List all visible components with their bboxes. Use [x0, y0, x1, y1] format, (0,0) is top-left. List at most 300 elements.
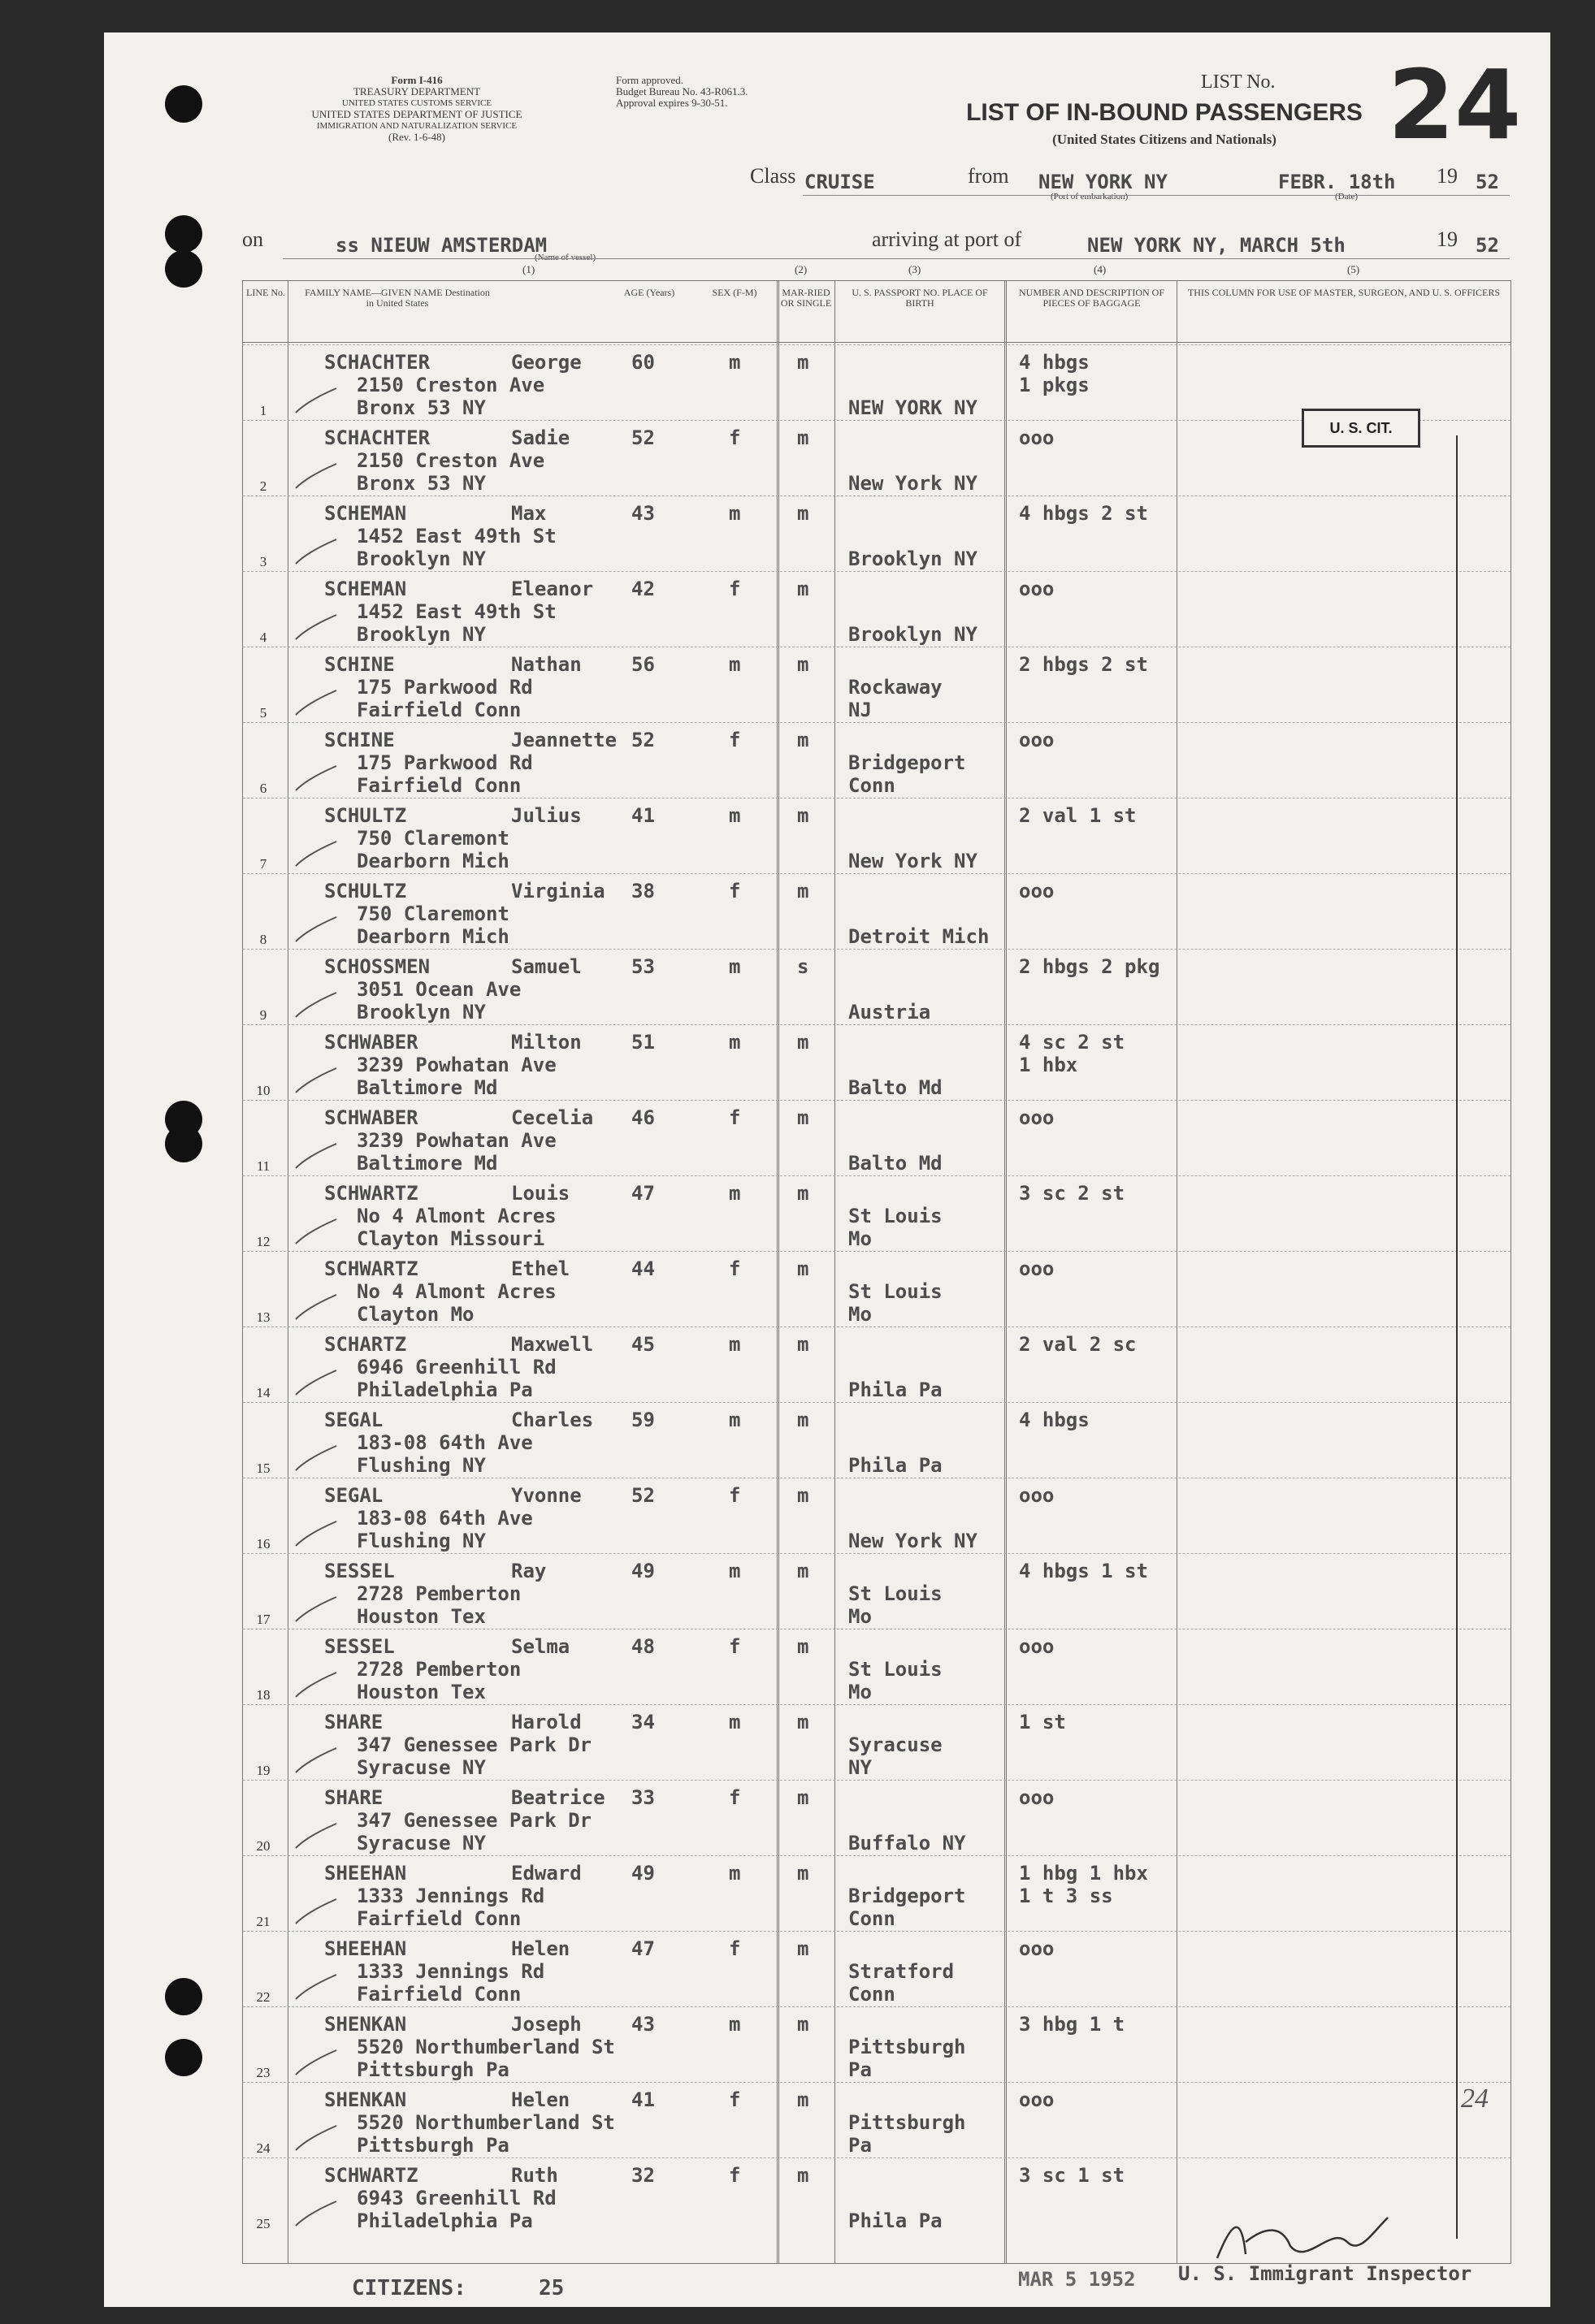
address-street: 347 Genessee Park Dr	[357, 1733, 592, 1756]
sex-value: f	[729, 578, 741, 600]
birthplace-line2: NY	[848, 1756, 872, 1779]
birthplace-line2: Mo	[848, 1227, 872, 1250]
given-name: Cecelia	[511, 1106, 594, 1129]
address-city: Baltimore Md	[357, 1076, 498, 1099]
address-street: 5520 Northumberland St	[357, 2036, 615, 2058]
line-number: 4	[259, 630, 267, 645]
table-row	[243, 1326, 1510, 1403]
baggage-line1: 2 val 1 st	[1019, 804, 1137, 827]
col-num-5: (5)	[1347, 263, 1360, 275]
table-row	[243, 2082, 1510, 2158]
baggage-line1: ooo	[1019, 426, 1055, 449]
birthplace-line2: Balto Md	[848, 1152, 943, 1175]
given-name: Virginia	[511, 880, 605, 902]
sex-value: f	[729, 1257, 741, 1280]
surname: SCHWABER	[324, 1031, 418, 1054]
age-value: 49	[631, 1862, 655, 1885]
birthplace-line2: Conn	[848, 1907, 895, 1930]
line-number: 20	[256, 1838, 271, 1854]
birthplace-line1: St Louis	[848, 1280, 943, 1303]
sex-value: m	[729, 1560, 741, 1582]
age-value: 56	[631, 653, 655, 676]
birthplace-line1: Rockaway	[848, 676, 943, 699]
address-street: 750 Claremont	[357, 902, 509, 925]
birthplace-line2: Mo	[848, 1303, 872, 1326]
baggage-line1: 4 hbgs	[1019, 351, 1090, 374]
departure-year: 52	[1476, 171, 1499, 193]
surname: SCHEMAN	[324, 578, 407, 600]
given-name: Ruth	[511, 2164, 558, 2187]
birthplace-line1: Bridgeport	[848, 1885, 966, 1907]
birthplace-line2: New York NY	[848, 850, 977, 872]
given-name: Louis	[511, 1182, 570, 1205]
address-street: 2150 Creston Ave	[357, 449, 545, 472]
address-city: Fairfield Conn	[357, 1983, 522, 2006]
age-value: 52	[631, 729, 655, 751]
given-name: Sadie	[511, 426, 570, 449]
marital-status: m	[797, 1333, 809, 1356]
address-street: 750 Claremont	[357, 827, 509, 850]
line-number: 1	[259, 403, 267, 418]
approval-line: Form approved.	[616, 74, 684, 86]
baggage-line1: 1 st	[1019, 1711, 1066, 1733]
sex-value: f	[729, 1786, 741, 1809]
marital-status: m	[797, 1257, 809, 1280]
baggage-line1: 1 hbg 1 hbx	[1019, 1862, 1148, 1885]
surname: SCHWABER	[324, 1106, 418, 1129]
birthplace-line1: St Louis	[848, 1582, 943, 1605]
birthplace-line1: St Louis	[848, 1205, 943, 1227]
table-row	[243, 1704, 1510, 1781]
age-value: 41	[631, 804, 655, 827]
check-mark-icon	[292, 837, 340, 870]
baggage-line1: 3 sc 2 st	[1019, 1182, 1125, 1205]
surname: SCHWARTZ	[324, 2164, 418, 2187]
surname: SHENKAN	[324, 2088, 407, 2111]
line-number: 5	[259, 705, 267, 721]
baggage-line1: ooo	[1019, 729, 1055, 751]
table-row	[243, 647, 1510, 723]
sex-value: m	[729, 1862, 741, 1885]
line-number: 11	[256, 1158, 271, 1174]
marital-status: m	[797, 1711, 809, 1733]
address-city: Brooklyn NY	[357, 547, 486, 570]
baggage-line1: ooo	[1019, 880, 1055, 902]
marital-status: m	[797, 351, 809, 374]
marital-status: m	[797, 653, 809, 676]
address-city: Dearborn Mich	[357, 925, 509, 948]
given-name: Nathan	[511, 653, 582, 676]
baggage-line1: 4 sc 2 st	[1019, 1031, 1125, 1054]
baggage-line2: 1 t 3 ss	[1019, 1885, 1113, 1907]
header-sex: SEX (F-M)	[712, 287, 757, 298]
given-name: Maxwell	[511, 1333, 594, 1356]
marital-status: m	[797, 1937, 809, 1960]
age-value: 41	[631, 2088, 655, 2111]
surname: SHEEHAN	[324, 1937, 407, 1960]
sex-value: f	[729, 880, 741, 902]
form-number: Form I-416	[391, 74, 443, 86]
dept-immigration: IMMIGRATION AND NATURALIZATION SERVICE	[316, 121, 518, 131]
marital-status: m	[797, 1635, 809, 1658]
birthplace-line2: NJ	[848, 699, 872, 721]
given-name: Edward	[511, 1862, 582, 1885]
surname: SCHULTZ	[324, 804, 407, 827]
sex-value: m	[729, 2013, 741, 2036]
marital-status: m	[797, 1182, 809, 1205]
marital-status: m	[797, 1862, 809, 1885]
address-city: Fairfield Conn	[357, 1907, 522, 1930]
birthplace-line2: Conn	[848, 1983, 895, 2006]
address-city: Houston Tex	[357, 1681, 486, 1703]
sex-value: f	[729, 1937, 741, 1960]
table-row	[243, 798, 1510, 874]
address-street: 1333 Jennings Rd	[357, 1960, 545, 1983]
from-port-caption: (Port of embarkation)	[1051, 192, 1129, 201]
baggage-line1: ooo	[1019, 1635, 1055, 1658]
check-mark-icon	[292, 1215, 340, 1248]
marital-status: m	[797, 578, 809, 600]
given-name: Jeannette	[511, 729, 618, 751]
age-value: 51	[631, 1031, 655, 1054]
header-married: MAR-RIED OR SINGLE	[780, 287, 832, 309]
surname: SHARE	[324, 1786, 384, 1809]
baggage-line1: 4 hbgs 1 st	[1019, 1560, 1148, 1582]
list-no-label: LIST No.	[1201, 71, 1276, 93]
sex-value: m	[729, 1031, 741, 1054]
birthplace-line2: Phila Pa	[848, 1378, 943, 1401]
table-row	[243, 949, 1510, 1025]
from-port: NEW YORK NY	[1038, 171, 1168, 193]
birthplace-line2: Brooklyn NY	[848, 623, 977, 646]
surname: SCHINE	[324, 653, 395, 676]
address-city: Fairfield Conn	[357, 699, 522, 721]
surname: SCHWARTZ	[324, 1182, 418, 1205]
address-city: Brooklyn NY	[357, 623, 486, 646]
age-value: 45	[631, 1333, 655, 1356]
punch-hole	[165, 1978, 202, 2015]
given-name: Beatrice	[511, 1786, 605, 1809]
table-row	[243, 1251, 1510, 1327]
table-row	[243, 1402, 1510, 1478]
check-mark-icon	[292, 1593, 340, 1625]
age-value: 52	[631, 1484, 655, 1507]
sex-value: m	[729, 1333, 741, 1356]
marital-status: m	[797, 502, 809, 525]
given-name: Helen	[511, 2088, 570, 2111]
address-street: 347 Genessee Park Dr	[357, 1809, 592, 1832]
header-baggage: NUMBER AND DESCRIPTION OF PIECES OF BAGGAGE	[1018, 287, 1165, 309]
address-street: 6946 Greenhill Rd	[357, 1356, 557, 1378]
address-city: Flushing NY	[357, 1454, 486, 1477]
line-number: 3	[259, 554, 267, 569]
col-num-4: (4)	[1094, 263, 1107, 275]
check-mark-icon	[292, 913, 340, 946]
address-street: 2150 Creston Ave	[357, 374, 545, 396]
passenger-table	[242, 280, 1511, 2264]
table-row	[243, 1780, 1510, 1856]
address-street: 1452 East 49th St	[357, 525, 557, 547]
address-city: Bronx 53 NY	[357, 396, 486, 419]
check-mark-icon	[292, 2046, 340, 2079]
address-city: Brooklyn NY	[357, 1001, 486, 1024]
address-street: 175 Parkwood Rd	[357, 676, 533, 699]
arrival-year: 52	[1476, 234, 1499, 257]
col-num-2: (2)	[795, 263, 808, 275]
given-name: Selma	[511, 1635, 570, 1658]
birthplace-line2: Conn	[848, 774, 895, 797]
address-street: 2728 Pemberton	[357, 1658, 522, 1681]
birthplace-line2: Phila Pa	[848, 2209, 943, 2232]
header-name: FAMILY NAME—GIVEN NAME Destination in United States	[305, 287, 490, 309]
check-mark-icon	[292, 1366, 340, 1399]
check-mark-icon	[292, 1064, 340, 1097]
baggage-line1: 2 hbgs 2 pkg	[1019, 955, 1160, 978]
baggage-line1: 3 sc 1 st	[1019, 2164, 1125, 2187]
date-caption: (Date)	[1335, 192, 1359, 201]
year-prefix: 19	[1437, 164, 1458, 188]
col-num-1: (1)	[522, 263, 535, 275]
vessel-caption: (Name of vessel)	[535, 253, 596, 262]
surname: SEGAL	[324, 1484, 384, 1507]
surname: SCHINE	[324, 729, 395, 751]
address-street: 6943 Greenhill Rd	[357, 2187, 557, 2209]
document-page	[104, 32, 1550, 2307]
table-row	[243, 1175, 1510, 1252]
surname: SCHARTZ	[324, 1333, 407, 1356]
header-line-no: LINE No.	[246, 287, 285, 298]
baggage-line1: 2 hbgs 2 st	[1019, 653, 1148, 676]
birthplace-line1: Pittsburgh	[848, 2111, 966, 2134]
age-value: 60	[631, 351, 655, 374]
sex-value: m	[729, 502, 741, 525]
age-value: 59	[631, 1409, 655, 1431]
birthplace-line1: Pittsburgh	[848, 2036, 966, 2058]
baggage-line1: 3 hbg 1 t	[1019, 2013, 1125, 2036]
form-subtitle: (United States Citizens and Nationals)	[1052, 132, 1276, 147]
line-number: 2	[259, 478, 267, 494]
header-passport: U. S. PASSPORT NO. PLACE OF BIRTH	[852, 287, 988, 309]
marital-status: m	[797, 804, 809, 827]
line-number: 19	[256, 1763, 271, 1778]
date-stamp: MAR 5 1952	[1018, 2268, 1136, 2291]
address-street: 183-08 64th Ave	[357, 1431, 533, 1454]
line-number: 18	[256, 1687, 271, 1703]
check-mark-icon	[292, 989, 340, 1021]
surname: SCHULTZ	[324, 880, 407, 902]
table-row	[243, 1100, 1510, 1176]
line-number: 7	[259, 856, 267, 872]
surname: SCHACHTER	[324, 426, 431, 449]
sex-value: f	[729, 2088, 741, 2111]
age-value: 44	[631, 1257, 655, 1280]
check-mark-icon	[292, 762, 340, 794]
check-mark-icon	[292, 1744, 340, 1777]
line-number: 12	[256, 1234, 271, 1249]
given-name: Max	[511, 502, 547, 525]
margin-note: 24	[1461, 2084, 1489, 2114]
marital-status: m	[797, 729, 809, 751]
birthplace-line2: Phila Pa	[848, 1454, 943, 1477]
marital-status: m	[797, 1484, 809, 1507]
table-row	[243, 1553, 1510, 1629]
age-value: 43	[631, 502, 655, 525]
table-row	[243, 722, 1510, 798]
address-street: 3239 Powhatan Ave	[357, 1129, 557, 1152]
baggage-line2: 1 pkgs	[1019, 374, 1090, 396]
check-mark-icon	[292, 2122, 340, 2154]
table-row	[243, 1931, 1510, 2007]
check-mark-icon	[292, 1895, 340, 1928]
approval-line: Approval expires 9-30-51.	[616, 97, 728, 109]
address-city: Houston Tex	[357, 1605, 486, 1628]
birthplace-line2: Buffalo NY	[848, 1832, 966, 1854]
on-label: on	[242, 227, 263, 251]
surname: SCHWARTZ	[324, 1257, 418, 1280]
birthplace-line2: Mo	[848, 1605, 872, 1628]
age-value: 38	[631, 880, 655, 902]
birthplace-line2: Detroit Mich	[848, 925, 990, 948]
header-rule	[243, 342, 1510, 343]
marital-status: m	[797, 1409, 809, 1431]
baggage-line1: 4 hbgs	[1019, 1409, 1090, 1431]
age-value: 49	[631, 1560, 655, 1582]
form-title: LIST OF IN-BOUND PASSENGERS	[966, 99, 1363, 126]
address-city: Bronx 53 NY	[357, 472, 486, 495]
table-row	[243, 571, 1510, 647]
age-value: 42	[631, 578, 655, 600]
punch-hole	[165, 85, 202, 123]
marital-status: s	[797, 955, 809, 978]
line-number: 21	[256, 1914, 271, 1929]
baggage-line1: ooo	[1019, 1257, 1055, 1280]
header-age: AGE (Years)	[623, 287, 675, 298]
sex-value: m	[729, 653, 741, 676]
birthplace-line2: Austria	[848, 1001, 931, 1024]
surname: SCHACHTER	[324, 351, 431, 374]
baggage-line1: ooo	[1019, 1937, 1055, 1960]
birthplace-line2: Balto Md	[848, 1076, 943, 1099]
marital-status: m	[797, 1031, 809, 1054]
birthplace-line2: Pa	[848, 2058, 872, 2081]
marital-status: m	[797, 1560, 809, 1582]
approval-line: Budget Bureau No. 43-R061.3.	[616, 85, 748, 97]
list-number: 24	[1388, 49, 1522, 161]
line-number: 25	[256, 2216, 271, 2231]
address-street: 1452 East 49th St	[357, 600, 557, 623]
surname: SCHEMAN	[324, 502, 407, 525]
baggage-line1: ooo	[1019, 1786, 1055, 1809]
baggage-line1: 4 hbgs 2 st	[1019, 502, 1148, 525]
line-number: 23	[256, 2065, 271, 2080]
surname: SHARE	[324, 1711, 384, 1733]
sex-value: f	[729, 729, 741, 751]
given-name: George	[511, 351, 582, 374]
year-prefix: 19	[1437, 227, 1458, 251]
address-street: 3239 Powhatan Ave	[357, 1054, 557, 1076]
address-street: 2728 Pemberton	[357, 1582, 522, 1605]
baggage-line2: 1 hbx	[1019, 1054, 1078, 1076]
table-row	[243, 2006, 1510, 2083]
punch-hole	[165, 2039, 202, 2076]
line-number: 10	[256, 1083, 271, 1098]
address-street: No 4 Almont Acres	[357, 1280, 557, 1303]
given-name: Harold	[511, 1711, 582, 1733]
from-label: from	[968, 164, 1009, 188]
baggage-line1: ooo	[1019, 2088, 1055, 2111]
arrival-port: NEW YORK NY, MARCH 5th	[1087, 234, 1346, 257]
col-num-3: (3)	[908, 263, 921, 275]
sex-value: m	[729, 955, 741, 978]
address-street: No 4 Almont Acres	[357, 1205, 557, 1227]
marital-status: m	[797, 2164, 809, 2187]
line-number: 13	[256, 1309, 271, 1325]
address-street: 1333 Jennings Rd	[357, 1885, 545, 1907]
age-value: 34	[631, 1711, 655, 1733]
given-name: Charles	[511, 1409, 594, 1431]
check-mark-icon	[292, 1820, 340, 1852]
marital-status: m	[797, 880, 809, 902]
surname: SESSEL	[324, 1560, 395, 1582]
punch-hole	[165, 215, 202, 253]
address-city: Pittsburgh Pa	[357, 2058, 509, 2081]
address-city: Syracuse NY	[357, 1756, 486, 1779]
dept-customs: UNITED STATES CUSTOMS SERVICE	[341, 98, 492, 108]
address-street: 175 Parkwood Rd	[357, 751, 533, 774]
line-number: 15	[256, 1461, 271, 1476]
check-mark-icon	[292, 535, 340, 568]
punch-hole	[165, 1125, 202, 1162]
given-name: Yvonne	[511, 1484, 582, 1507]
birthplace-line1: Bridgeport	[848, 751, 966, 774]
given-name: Samuel	[511, 955, 582, 978]
surname: SHENKAN	[324, 2013, 407, 2036]
arriving-label: arriving at port of	[872, 227, 1022, 251]
address-city: Baltimore Md	[357, 1152, 498, 1175]
marital-status: m	[797, 426, 809, 449]
address-city: Syracuse NY	[357, 1832, 486, 1854]
sex-value: f	[729, 426, 741, 449]
check-mark-icon	[292, 460, 340, 492]
baggage-line1: ooo	[1019, 1484, 1055, 1507]
departure-date: FEBR. 18th	[1278, 171, 1396, 193]
address-city: Dearborn Mich	[357, 850, 509, 872]
baggage-line1: ooo	[1019, 1106, 1055, 1129]
check-mark-icon	[292, 686, 340, 719]
check-mark-icon	[292, 1517, 340, 1550]
check-mark-icon	[292, 1442, 340, 1474]
table-row	[243, 496, 1510, 572]
birthplace-line2: Brooklyn NY	[848, 547, 977, 570]
line-number: 14	[256, 1385, 271, 1400]
age-value: 46	[631, 1106, 655, 1129]
marital-status: m	[797, 1106, 809, 1129]
age-value: 52	[631, 426, 655, 449]
age-value: 53	[631, 955, 655, 978]
given-name: Helen	[511, 1937, 570, 1960]
birthplace-line2: NEW YORK NY	[848, 396, 977, 419]
check-mark-icon	[292, 2197, 340, 2230]
dept-treasury: TREASURY DEPARTMENT	[353, 85, 481, 97]
birthplace-line1: Stratford	[848, 1960, 955, 1983]
check-mark-icon	[292, 384, 340, 417]
table-row	[243, 873, 1510, 950]
surname: SESSEL	[324, 1635, 395, 1658]
vessel-name: ss NIEUW AMSTERDAM	[336, 234, 548, 257]
officer-mark-line	[1456, 435, 1458, 2239]
marital-status: m	[797, 2013, 809, 2036]
class-label: Class	[750, 164, 796, 188]
